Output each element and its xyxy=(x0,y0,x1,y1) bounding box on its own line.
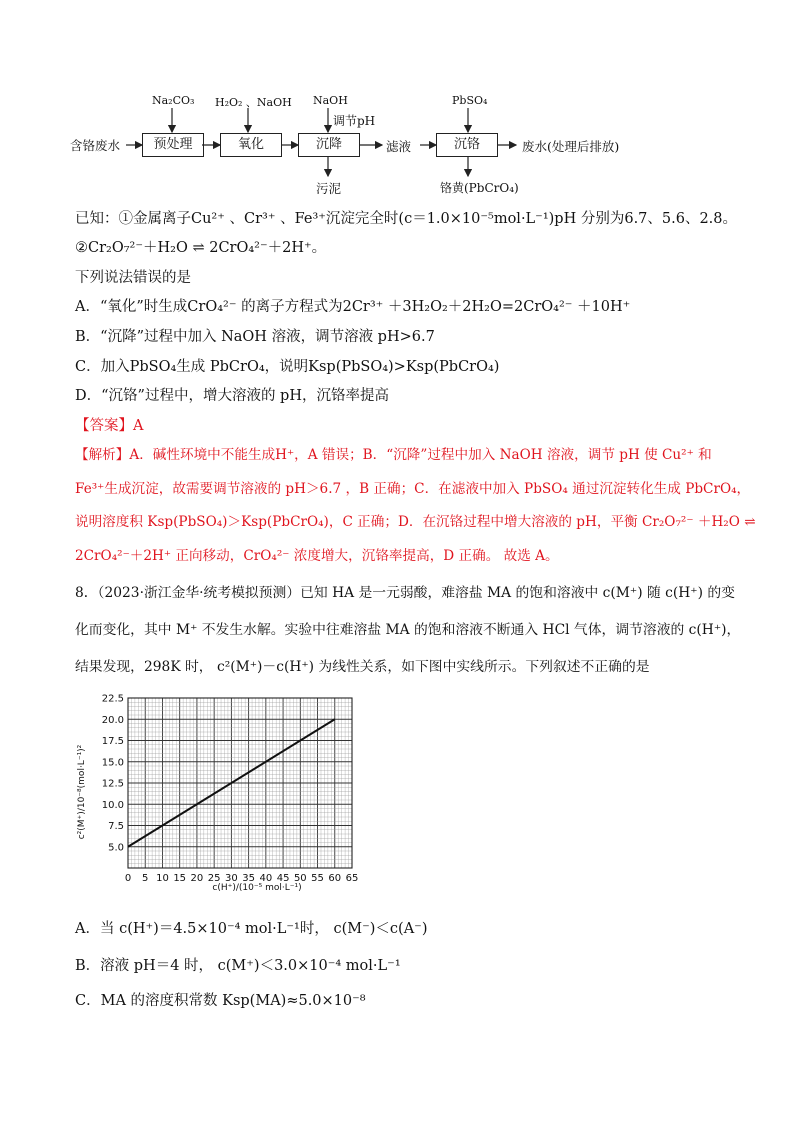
q7-analysis-line-1: 【解析】A．碱性环境中不能生成H⁺，A 错误；B．“沉降”过程中加入 NaOH 溶液，调节 pH 使 Cu²⁺ 和 xyxy=(75,447,712,463)
flow-output-label: 废水(处理后排放) xyxy=(522,139,620,154)
q8-option-a: A．当 c(H⁺)＝4.5×10⁻⁴ mol·L⁻¹时， c(M⁻)＜c(A⁻) xyxy=(75,921,428,937)
chart-y-axis-label: c²(M⁺)/10⁻⁸(mol·L⁻¹)² xyxy=(77,744,87,840)
flow-step-pretreat: 预处理 xyxy=(142,133,204,157)
x-tick-label: 5 xyxy=(142,873,149,884)
flow-step-chrome-precip: 沉铬 xyxy=(436,133,498,157)
x-tick-label: 15 xyxy=(173,873,187,884)
x-tick-label: 40 xyxy=(259,873,273,884)
reagent-2: H₂O₂ 、NaOH xyxy=(215,96,292,109)
sludge-label: 污泥 xyxy=(316,181,342,196)
x-tick-label: 10 xyxy=(156,873,169,884)
flow-step-settle: 沉降 xyxy=(298,133,360,157)
x-tick-label: 0 xyxy=(124,873,132,884)
x-tick-label: 65 xyxy=(345,873,359,884)
known-line-1: 已知：①金属离子Cu²⁺ 、Cr³⁺ 、Fe³⁺沉淀完全时(c＝1.0×10⁻⁵mol·L⁻¹)pH 分别为6.7、5.6、2.8。 xyxy=(75,211,738,227)
y-tick-label: 10.0 xyxy=(101,799,124,811)
y-tick-label: 12.5 xyxy=(101,778,124,790)
x-tick-label: 55 xyxy=(311,873,324,884)
flow-input-label: 含铬废水 xyxy=(70,138,121,153)
q7-analysis-line-2: Fe³⁺生成沉淀，故需要调节溶液的 pH＞6.7 ，B 正确；C．在滤液中加入 PbSO₄ 通过沉淀转化生成 PbCrO₄， xyxy=(75,481,751,497)
y-tick-label: 17.5 xyxy=(101,736,124,747)
x-tick-label: 25 xyxy=(207,873,221,884)
q8-option-c: C．MA 的溶度积常数 Ksp(MA)≈5.0×10⁻⁸ xyxy=(75,993,366,1009)
chart-x-axis-label: c(H⁺)/(10⁻⁵ mol·L⁻¹) xyxy=(212,883,302,893)
x-tick-label: 60 xyxy=(328,873,342,884)
q7-option-b: B．“沉降”过程中加入 NaOH 溶液，调节溶液 pH>6.7 xyxy=(75,329,435,345)
chart-grid xyxy=(128,698,352,868)
y-tick-label: 5.0 xyxy=(108,842,124,854)
c2M-vs-cH-chart xyxy=(72,690,372,902)
y-tick-label: 22.5 xyxy=(101,693,124,705)
q8-stem-line-1: 8．（2023·浙江金华·统考模拟预测）已知 HA 是一元弱酸，难溶盐 MA 的饱和溶液中 c(M⁺) 随 c(H⁺) 的变 xyxy=(75,585,735,601)
y-tick-label: 20.0 xyxy=(101,714,124,726)
q7-option-a: A．“氧化”时生成CrO₄²⁻ 的离子方程式为2Cr³⁺ ＋3H₂O₂＋2H₂O=2CrO₄²⁻ ＋10H⁺ xyxy=(75,299,631,315)
q8-stem-line-2: 化而变化，其中 M⁺ 不发生水解。实验中往难溶盐 MA 的饱和溶液不断通入 HCl 气体，调节溶液的 c(H⁺)， xyxy=(75,622,741,638)
q7-analysis-line-3: 说明溶度积 Ksp(PbSO₄)＞Ksp(PbCrO₄)，C 正确；D．在沉铬过程中增大溶液的 pH，平衡 Cr₂O₇²⁻ ＋H₂O ⇌ xyxy=(75,514,756,530)
x-tick-label: 20 xyxy=(190,873,204,884)
known-line-2: ②Cr₂O₇²⁻＋H₂O ⇌ 2CrO₄²⁻＋2H⁺。 xyxy=(75,240,327,256)
q8-option-b: B．溶液 pH＝4 时， c(M⁺)＜3.0×10⁻⁴ mol·L⁻¹ xyxy=(75,958,401,974)
flow-step-oxidize: 氧化 xyxy=(220,133,282,157)
x-tick-label: 45 xyxy=(276,873,290,884)
q7-stem: 下列说法错误的是 xyxy=(75,270,191,286)
reagent-4: PbSO₄ xyxy=(452,94,488,107)
filtrate-label: 滤液 xyxy=(386,139,412,154)
x-tick-label: 50 xyxy=(293,873,307,884)
y-tick-label: 7.5 xyxy=(108,821,124,832)
x-tick-label: 35 xyxy=(242,873,255,884)
q8-stem-line-3: 结果发现，298K 时， c²(M⁺)－c(H⁺) 为线性关系，如下图中实线所示。下列叙述不正确的是 xyxy=(75,659,650,675)
product-label: 铬黄(PbCrO₄) xyxy=(440,181,519,195)
y-tick-label: 15.0 xyxy=(101,757,124,769)
q7-answer: 【答案】A xyxy=(75,418,144,434)
q7-analysis-line-4: 2CrO₄²⁻＋2H⁺ 正向移动，CrO₄²⁻ 浓度增大，沉铬率提高，D 正确。 故选 A。 xyxy=(75,548,559,564)
q7-option-c: C．加入PbSO₄生成 PbCrO₄，说明Ksp(PbSO₄)>Ksp(PbCrO₄) xyxy=(75,359,500,375)
reagent-3: NaOH xyxy=(313,94,348,107)
x-tick-label: 30 xyxy=(225,873,238,884)
adjust-ph-label: 调节pH xyxy=(333,114,376,128)
q7-option-d: D．“沉铬”过程中，增大溶液的 pH，沉铬率提高 xyxy=(75,388,389,404)
reagent-1: Na₂CO₃ xyxy=(152,94,195,107)
